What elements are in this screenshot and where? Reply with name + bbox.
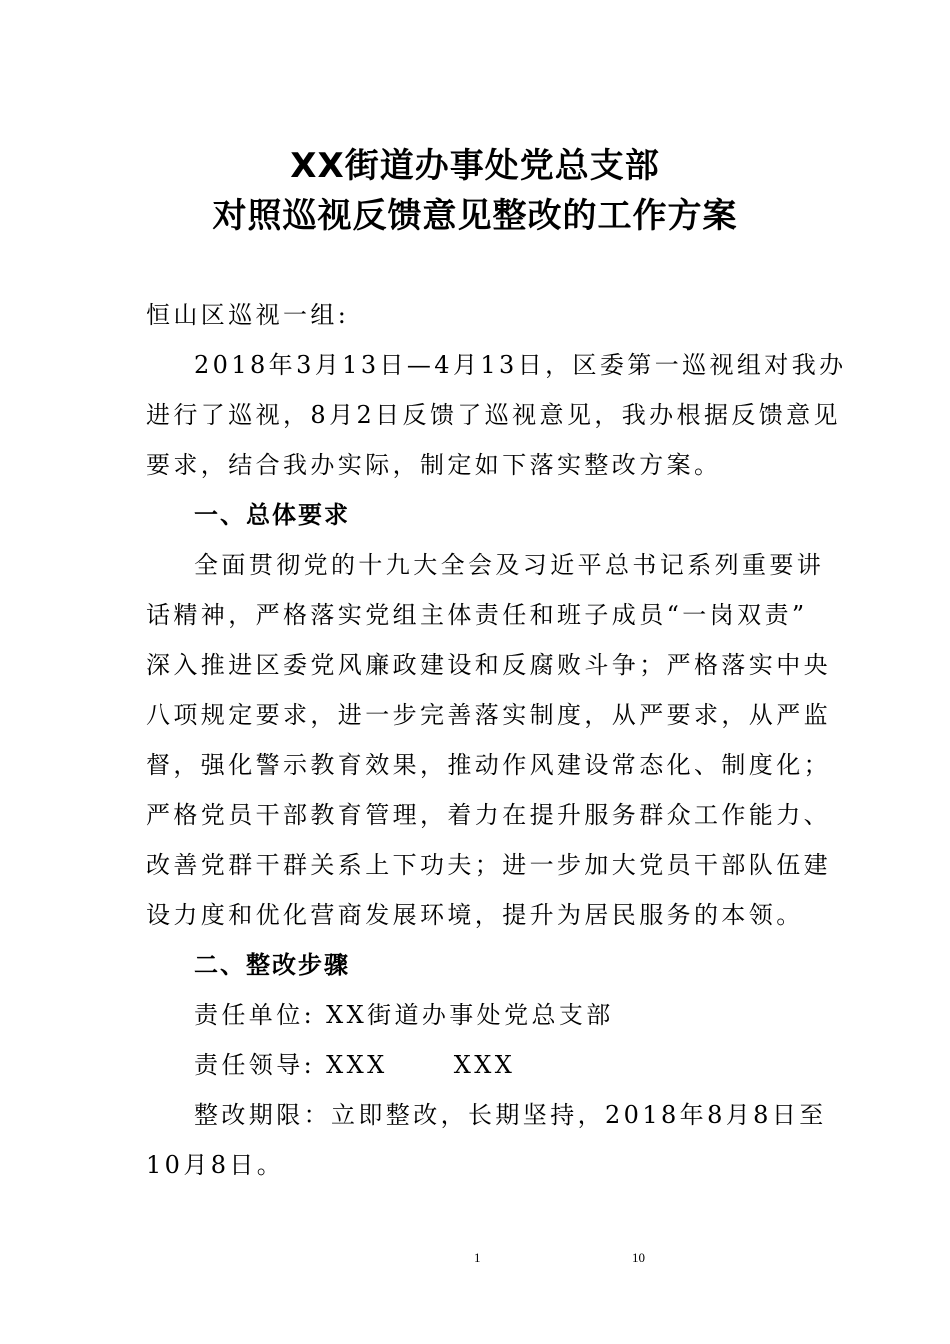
document-title-line2: 对照巡视反馈意见整改的工作方案	[212, 196, 738, 236]
total-pages: 10	[632, 1250, 645, 1265]
section1-line-6: 严格党员干部教育管理，着力在提升服务群众工作能力、	[146, 801, 831, 829]
section1-line-5: 督，强化警示教育效果，推动作风建设常态化、制度化；	[146, 751, 831, 779]
salutation: 恒山区巡视一组:	[146, 301, 350, 329]
section2-heading: 二、整改步骤	[194, 951, 350, 979]
section1-line-1: 全面贯彻党的十九大全会及习近平总书记系列重要讲	[194, 551, 825, 579]
section1-line-3: 深入推进区委党风廉政建设和反腐败斗争；严格落实中央	[146, 651, 831, 679]
responsible-leader: 责任领导: XXX XXX	[194, 1051, 516, 1079]
deadline-line-2: 10月8日。	[146, 1151, 285, 1179]
document-title-line1: XX街道办事处党总支部	[290, 146, 660, 186]
section1-line-2: 话精神，严格落实党组主体责任和班子成员“一岗双责”	[146, 601, 808, 629]
section1-line-7: 改善党群干群关系上下功夫；进一步加大党员干部队伍建	[146, 851, 831, 879]
page-number: 1	[474, 1250, 481, 1265]
intro-line-2: 进行了巡视，8月2日反馈了巡视意见，我办根据反馈意见	[146, 401, 841, 429]
responsible-unit: 责任单位: XX街道办事处党总支部	[194, 1001, 614, 1029]
deadline-line-1: 整改期限：立即整改，长期坚持，2018年8月8日至	[194, 1101, 827, 1129]
intro-line-3: 要求，结合我办实际，制定如下落实整改方案。	[146, 451, 722, 479]
section1-line-8: 设力度和优化营商发展环境，提升为居民服务的本领。	[146, 901, 804, 929]
section1-heading: 一、总体要求	[194, 501, 350, 529]
intro-line-1: 2018年3月13日—4月13日，区委第一巡视组对我办	[194, 351, 847, 379]
section1-line-4: 八项规定要求，进一步完善落实制度，从严要求，从严监	[146, 701, 831, 729]
